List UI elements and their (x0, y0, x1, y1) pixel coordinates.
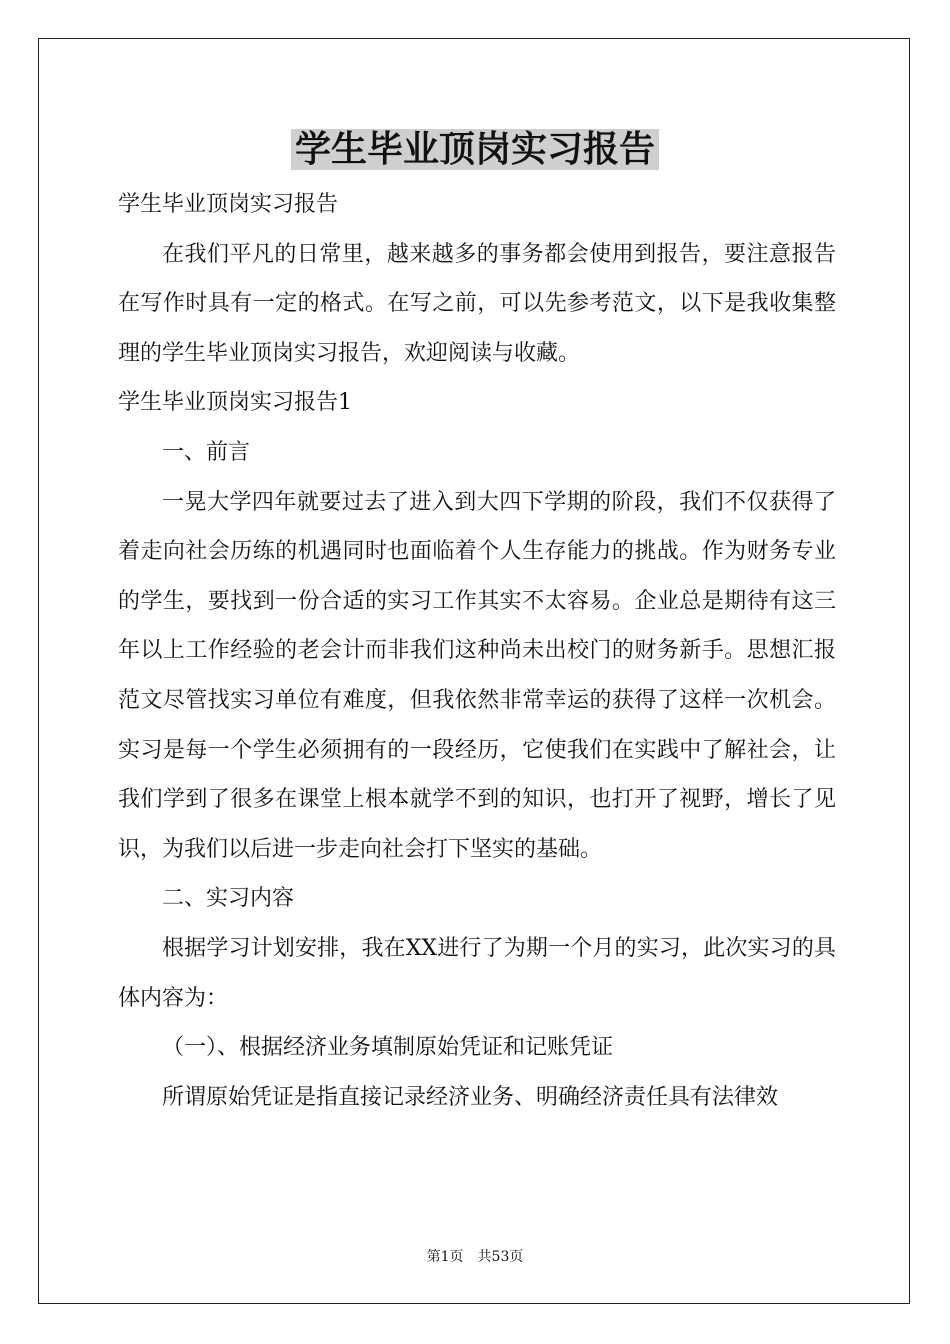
document-title-text: 学生毕业顶岗实习报告 (291, 129, 659, 170)
section-title: 学生毕业顶岗实习报告1 (118, 390, 352, 416)
intro-paragraph: 在我们平凡的日常里，越来越多的事务都会使用到报告，要注意报告在写作时具有一定的格式。在写之前，可以先参考范文，以下是我收集整理的学生毕业顶岗实习报告，欢迎阅读与收藏。 (118, 241, 836, 366)
paragraph-foreword: 一晃大学四年就要过去了进入到大四下学期的阶段，我们不仅获得了着走向社会历练的机遇同时也面临着个人生存能力的挑战。作为财务专业的学生，要找到一份合适的实习工作其实不太容易。企业总是期待有这三年以上工作经验的老会计而非我们这种尚未出校门的财务新手。思想汇报范文尽管找实习单位有难度，但我依然非常幸运的获得了这样一次机会。实习是每一个学生必须拥有的一段经历，它使我们在实践中了解社会，让我们学到了很多在课堂上根本就学不到的知识，也打开了视野，增长了见识，为我们以后进一步走向社会打下坚实的基础。 (118, 489, 836, 862)
paragraph-internship-content: 根据学习计划安排，我在XX进行了为期一个月的实习，此次实习的具体内容为： (118, 935, 836, 1011)
heading-vouchers: （一）、根据经济业务填制原始凭证和记账凭证 (162, 1035, 614, 1061)
document-body (118, 180, 836, 1122)
document-title (0, 126, 950, 174)
page-number-footer: 第1页 共53页 (426, 1249, 524, 1265)
heading-internship-content: 二、实习内容 (162, 886, 295, 912)
document-subtitle: 学生毕业顶岗实习报告 (118, 192, 339, 217)
paragraph-vouchers: 所谓原始凭证是指直接记录经济业务、明确经济责任具有法律效 (162, 1084, 779, 1110)
heading-foreword: 一、前言 (162, 439, 251, 465)
